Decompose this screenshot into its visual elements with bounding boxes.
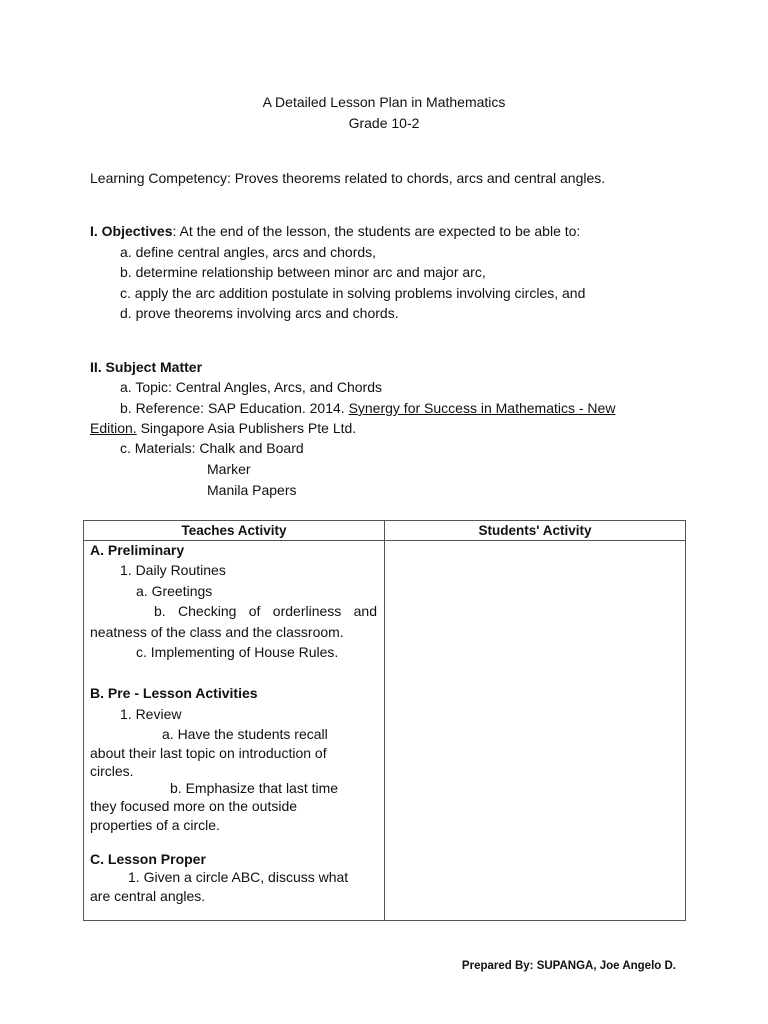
learning-competency: Learning Competency: Proves theorems related to chords, arcs and central angles.	[90, 170, 606, 186]
checking-orderliness: b. Checking of orderliness and	[154, 603, 377, 619]
reference-publisher: Singapore Asia Publishers Pte Ltd.	[136, 420, 357, 436]
daily-routines: 1. Daily Routines	[120, 562, 226, 578]
reference-line-2	[90, 418, 356, 438]
prepared-by: Prepared By: SUPANGA, Joe Angelo D.	[461, 960, 676, 972]
student-activity-cell	[385, 541, 686, 921]
student-activity-header: Students' Activity	[385, 521, 686, 541]
objective-item: b. determine relationship between minor arc and major arc,	[120, 264, 486, 280]
greetings: a. Greetings	[136, 583, 213, 599]
review-item-b-cont: they focused more on the outside	[90, 798, 298, 814]
objectives-heading	[90, 221, 580, 241]
topic-line: a. Topic: Central Angles, Arcs, and Chords	[120, 379, 382, 395]
reference-title: Synergy for Success in Mathematics - New	[348, 400, 616, 416]
review: 1. Review	[120, 706, 182, 722]
reference-line	[120, 398, 615, 418]
lesson-item-1: 1. Given a circle ABC, discuss what	[128, 869, 349, 885]
objectives-label: I. Objectives	[90, 223, 173, 239]
document-title: A Detailed Lesson Plan in Mathematics	[262, 94, 506, 110]
objective-item: a. define central angles, arcs and chords,	[120, 244, 377, 260]
objective-item: c. apply the arc addition postulate in solving problems involving circles, and	[120, 285, 586, 301]
pre-lesson-heading	[90, 684, 258, 703]
preliminary-heading	[90, 541, 184, 560]
material-item: Marker	[207, 461, 251, 477]
activity-table	[83, 520, 686, 921]
objective-item: d. prove theorems involving arcs and chords.	[120, 305, 399, 321]
material-item: Manila Papers	[207, 482, 297, 498]
lesson-item-1-cont: are central angles.	[90, 888, 206, 904]
preliminary-label: A. Preliminary	[90, 542, 185, 558]
review-item-b-end: properties of a circle.	[90, 817, 220, 833]
subject-matter-label: II. Subject Matter	[90, 359, 203, 375]
lesson-proper-heading	[90, 850, 206, 869]
review-item-a-end: circles.	[90, 763, 134, 779]
house-rules: c. Implementing of House Rules.	[136, 644, 339, 660]
review-item-a: a. Have the students recall	[162, 726, 328, 742]
review-item-a-cont: about their last topic on introduction of	[90, 745, 327, 761]
checking-orderliness-cont: neatness of the class and the classroom.	[90, 624, 344, 640]
review-item-b: b. Emphasize that last time	[170, 780, 339, 796]
teacher-activity-cell	[84, 541, 385, 921]
grade-label: Grade 10-2	[348, 115, 420, 131]
teacher-activity-header: Teaches Activity	[84, 521, 385, 541]
reference-prefix: b. Reference: SAP Education. 2014.	[120, 400, 349, 416]
lesson-proper-label: C. Lesson Proper	[90, 851, 206, 867]
materials-line: c. Materials: Chalk and Board	[120, 440, 304, 456]
reference-title-cont: Edition.	[90, 420, 137, 436]
subject-matter-heading	[90, 357, 202, 377]
objectives-intro: : At the end of the lesson, the students are expected to be able to:	[172, 223, 581, 239]
pre-lesson-label: B. Pre - Lesson Activities	[90, 685, 258, 701]
